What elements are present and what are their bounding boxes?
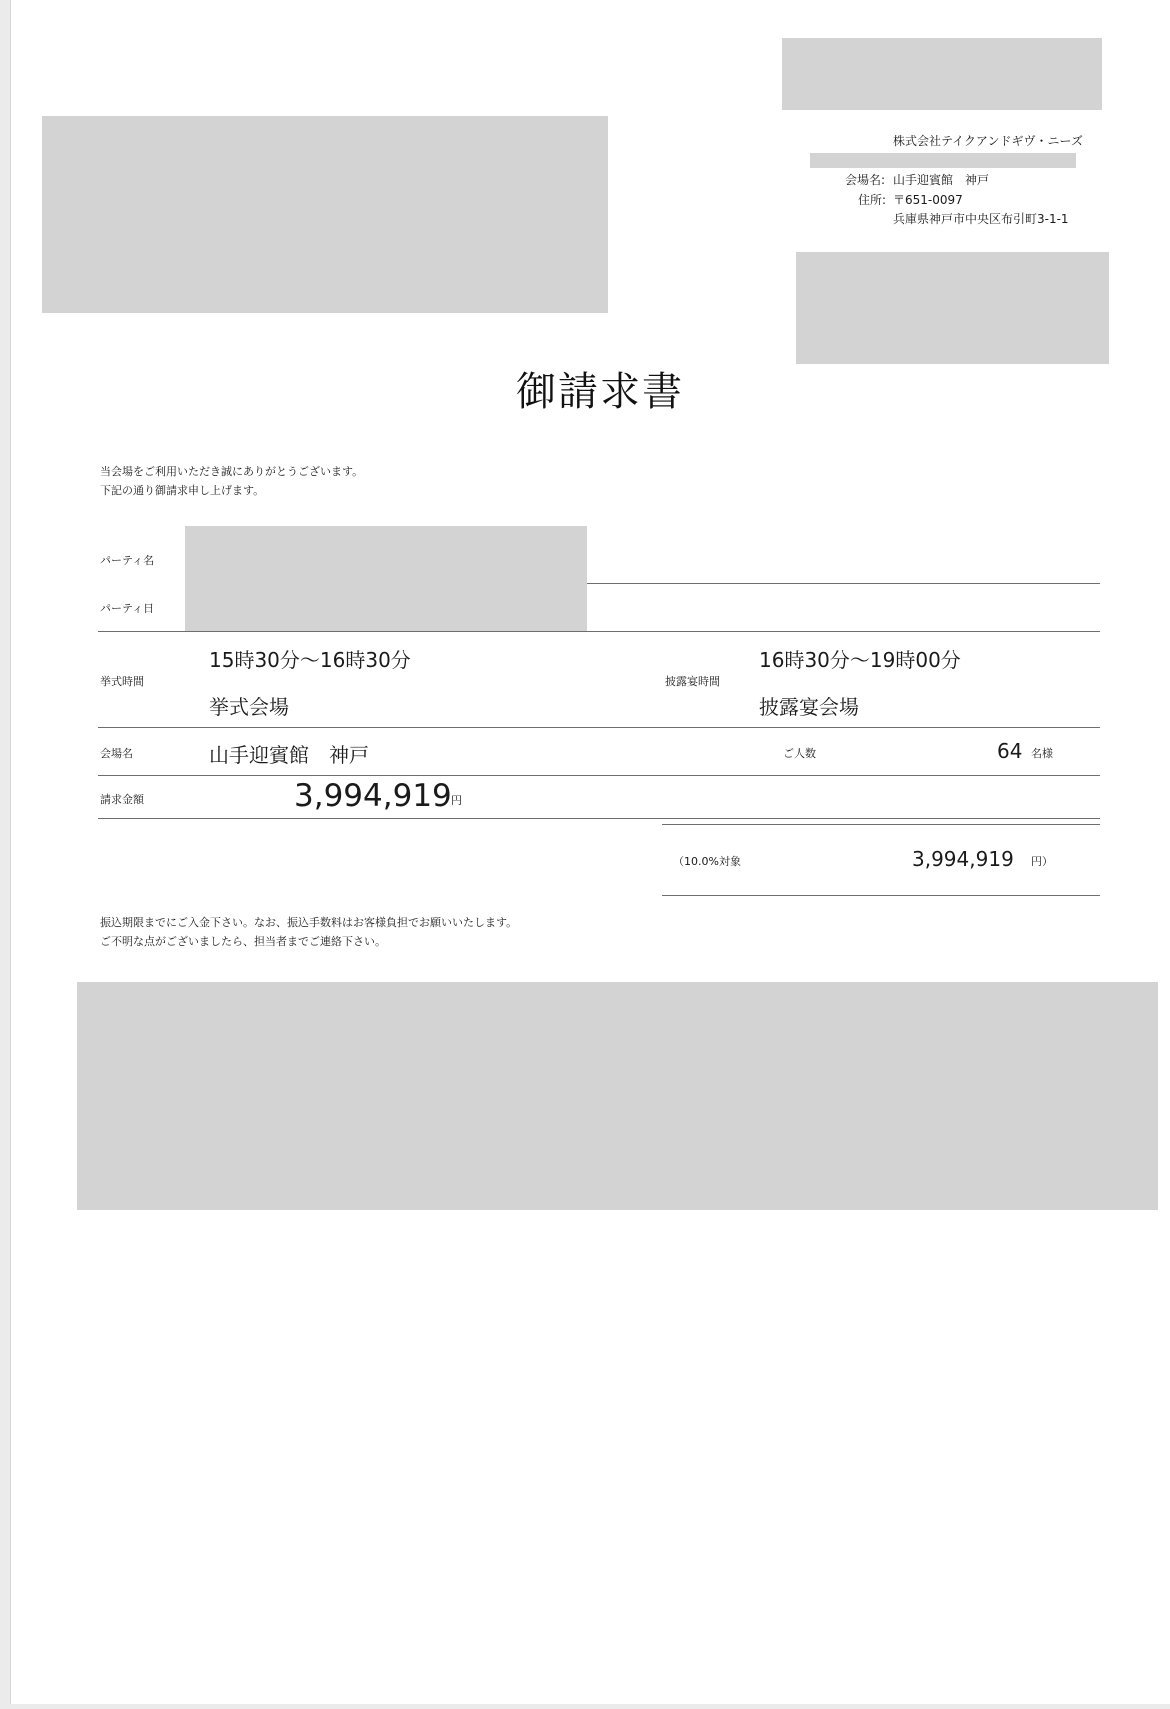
issuer-venue-value: 山手迎賓館 神戸 [893, 173, 990, 187]
venue-name-value: 山手迎賓館 神戸 [209, 743, 369, 767]
tax-label: （10.0%対象 [673, 855, 741, 868]
redacted-block-recipient [42, 116, 608, 313]
divider-times [98, 727, 1100, 728]
amount-unit: 円 [451, 794, 462, 807]
amount-label: 請求金額 [100, 793, 144, 806]
amount-value: 3,994,919 [294, 778, 452, 814]
guests-value: 64 [997, 739, 1023, 763]
reception-time-value: 16時30分〜19時00分 [759, 648, 961, 672]
divider-tax-top [662, 824, 1100, 825]
greeting-line-2: 下記の通り御請求申し上げます。 [100, 484, 265, 497]
venue-name-label: 会場名 [100, 747, 133, 760]
ceremony-time-value: 15時30分〜16時30分 [209, 648, 411, 672]
divider-party-date [98, 631, 1100, 632]
divider-venue [98, 775, 1100, 776]
party-name-label: パーティ名 [100, 554, 155, 567]
divider-party-name [587, 583, 1100, 584]
redacted-block-top-right [782, 38, 1102, 110]
redacted-block-bottom [77, 982, 1158, 1210]
reception-time-label: 披露宴時間 [665, 675, 720, 688]
invoice-page [10, 0, 1170, 1704]
tax-unit: 円） [1031, 855, 1053, 868]
issuer-address-line: 兵庫県神戸市中央区布引町3-1-1 [893, 212, 1069, 226]
document-title: 御請求書 [516, 369, 684, 415]
redacted-block-stamp [796, 252, 1109, 364]
greeting-line-1: 当会場をご利用いただき誠にありがとうございます。 [100, 465, 364, 478]
issuer-postal-code: 〒651-0097 [893, 193, 963, 207]
redacted-line-company [810, 153, 1076, 168]
divider-amount [98, 818, 1100, 819]
note-line-2: ご不明な点がございましたら、担当者までご連絡下さい。 [100, 935, 386, 948]
ceremony-venue-value: 挙式会場 [209, 695, 289, 719]
ceremony-time-label: 挙式時間 [100, 675, 144, 688]
divider-tax-bottom [662, 895, 1100, 896]
party-date-label: パーティ日 [100, 602, 155, 615]
guests-unit: 名様 [1031, 747, 1053, 760]
tax-value: 3,994,919 [912, 847, 1014, 871]
issuer-company: 株式会社テイクアンドギヴ・ニーズ [893, 134, 1083, 148]
issuer-venue-label: 会場名: [845, 173, 886, 187]
guests-label: ご人数 [783, 747, 816, 760]
note-line-1: 振込期限までにご入金下さい。なお、振込手数料はお客様負担でお願いいたします。 [100, 916, 518, 929]
reception-venue-value: 披露宴会場 [759, 695, 859, 719]
issuer-address-label: 住所: [858, 193, 887, 207]
redacted-party-info [185, 526, 587, 631]
